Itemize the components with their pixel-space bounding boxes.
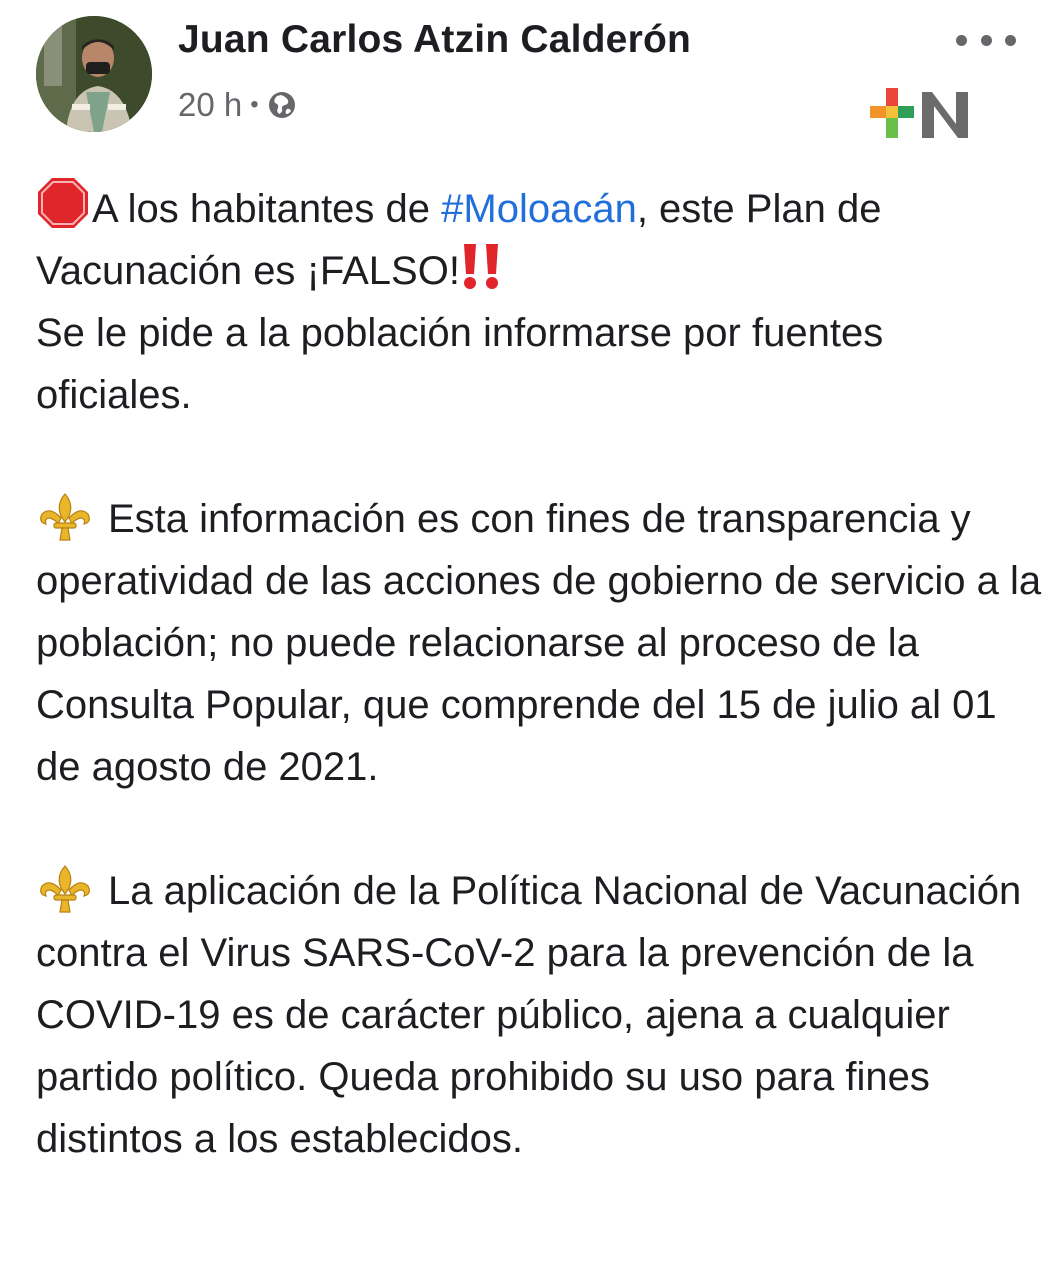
post-header — [0, 0, 1062, 150]
author-avatar[interactable] — [36, 16, 152, 132]
paragraph-1-text-end: , este Plan de Vacunación es ¡FALSO! — [36, 187, 882, 293]
more-options-icon[interactable] — [956, 22, 1016, 58]
paragraph-1-text-start: A los habitantes de — [92, 187, 442, 231]
paragraph-1-line-2: Se le pide a la población informarse por fuentes oficiales. — [36, 311, 884, 417]
paragraph-3 — [36, 860, 1046, 1170]
meta-separator: • — [250, 91, 259, 118]
more-dot — [981, 35, 992, 46]
avatar-photo — [36, 16, 152, 132]
paragraph-3-text: La aplicación de la Política Nacional de Vacunación contra el Virus SARS-CoV-2 para la prevención de la COVID-19 es de carácter público, ajena a cualquier partido político. Queda prohibido su uso para fines distintos a los establecidos. — [36, 869, 1022, 1161]
hashtag-link[interactable]: #Moloacán — [441, 187, 637, 231]
more-dot — [1005, 35, 1016, 46]
stop-sign-icon — [36, 176, 90, 230]
fleur-de-lis-icon — [36, 492, 94, 542]
double-exclamation-icon — [460, 242, 504, 290]
network-logo-icon — [870, 88, 980, 142]
paragraph-spacer — [36, 426, 1046, 488]
author-name[interactable]: Juan Carlos Atzin Calderón — [178, 18, 691, 61]
more-dot — [956, 35, 967, 46]
paragraph-2 — [36, 488, 1046, 798]
post-body — [36, 176, 1046, 1170]
post-meta — [178, 84, 297, 126]
globe-icon[interactable] — [267, 90, 297, 120]
paragraph-1 — [36, 176, 1046, 426]
paragraph-2-text: Esta información es con fines de transparencia y operatividad de las acciones de gobierno de servicio a la población; no puede relacionarse al proceso de la Consulta Popular, que comprende del 15 de julio al 01 de agosto de 2021. — [36, 497, 1042, 789]
fleur-de-lis-icon — [36, 864, 94, 914]
post-time[interactable]: 20 h — [178, 86, 243, 123]
paragraph-spacer — [36, 798, 1046, 860]
